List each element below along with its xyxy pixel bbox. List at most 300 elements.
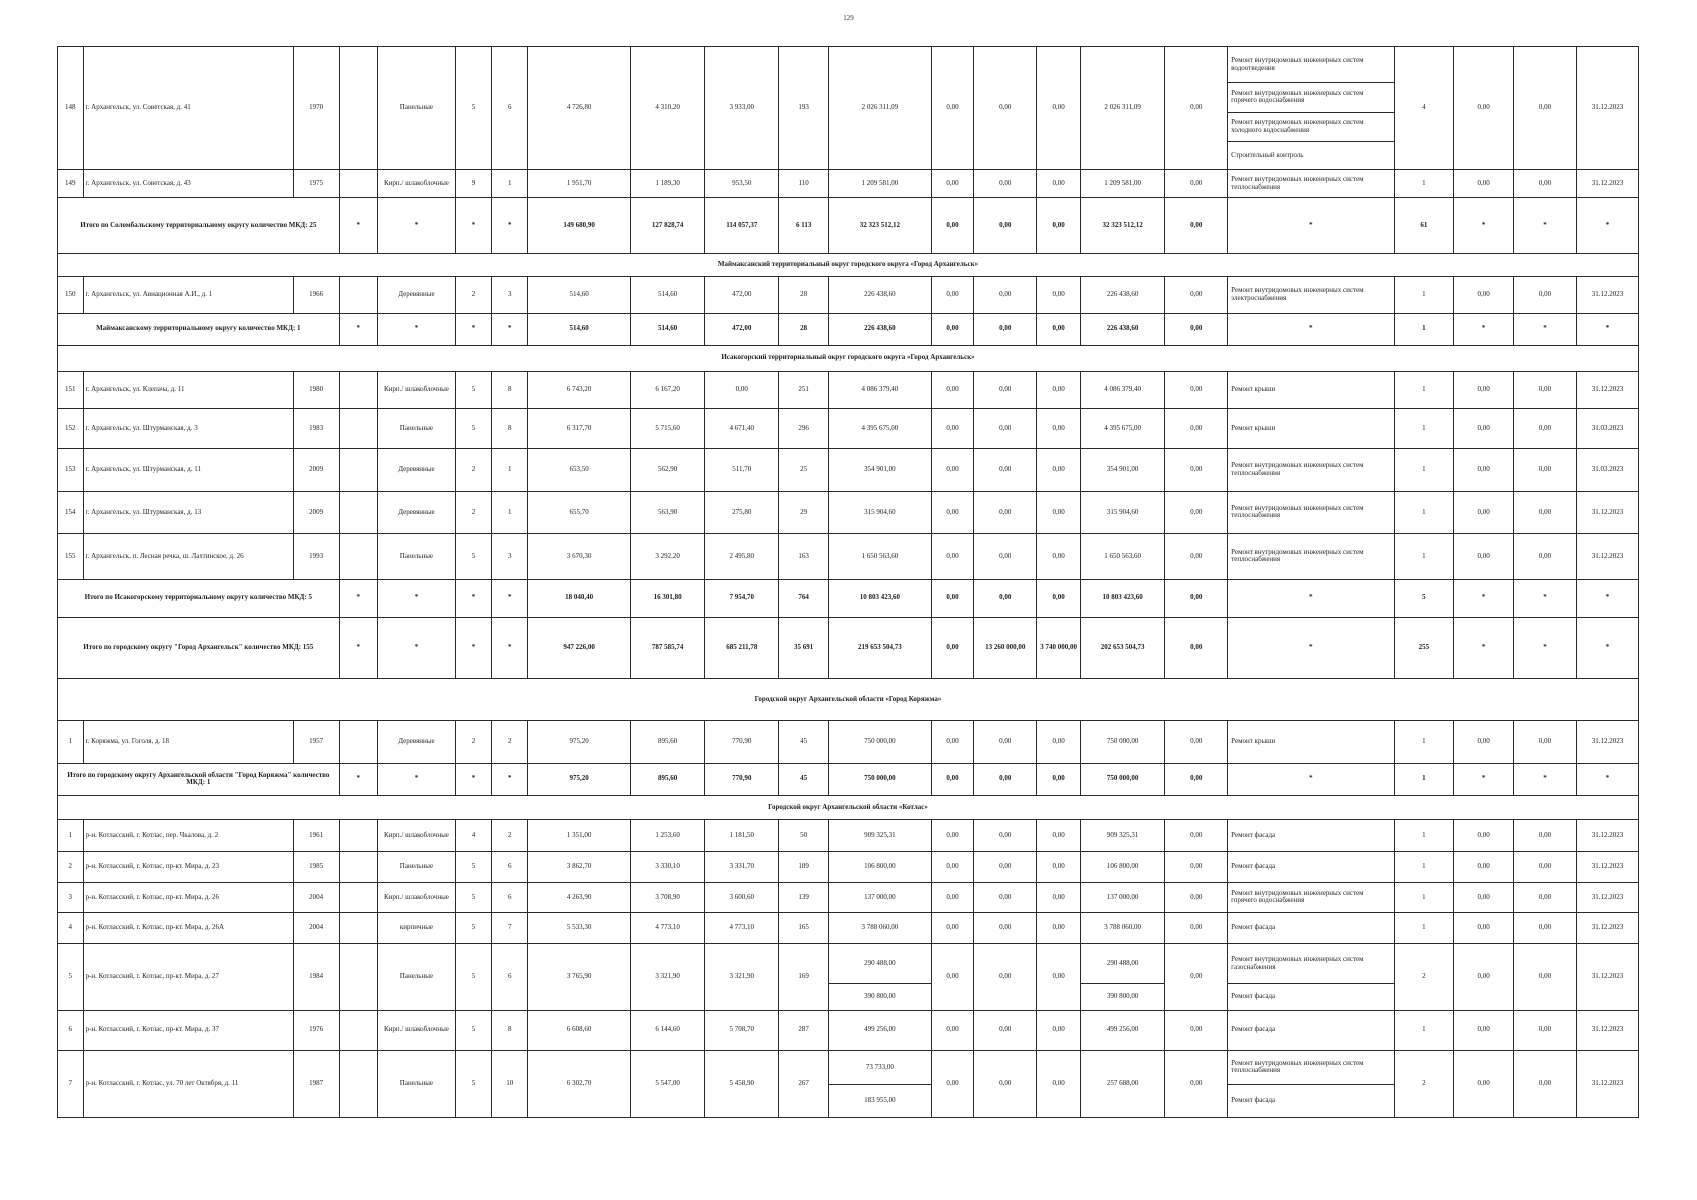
fund-other: 0,00 [1165,276,1228,313]
address: г. Архангельск, ул. Советская, д. 43 [83,169,293,198]
fund-owners: 315 904,60 [1080,491,1164,533]
fund-other: 0,00 [1165,617,1228,678]
empty-cell [339,820,377,852]
premises-area: 514,60 [630,276,705,313]
year-built: 1985 [293,851,339,882]
year-built: 1980 [293,372,339,409]
floors: 4 [455,820,491,852]
wall-material: Панельные [378,1051,456,1118]
residential-area: 511,70 [705,449,779,491]
work-type: Ремонт фасада [1228,820,1394,852]
work-type: Ремонт фасада [1228,984,1394,1010]
total-area: 149 680,90 [528,198,630,253]
floors: 5 [455,534,491,580]
work-count: 1 [1394,372,1454,409]
premises-area: 127 828,74 [630,198,705,253]
section-title: Маймаксанский территориальный округ городского округа «Город Архангельск» [58,253,1639,276]
star: * [1228,198,1394,253]
star: * [492,198,528,253]
fund-local: 0,00 [1037,764,1081,796]
floors: 9 [455,169,491,198]
work-count: 1 [1394,313,1454,345]
premises-area: 895,60 [630,764,705,796]
repair-cost: 73 733,00 [829,1051,931,1085]
unit-cost-max: 0,00 [1514,169,1577,198]
empty-cell [339,491,377,533]
section-header [58,345,1639,371]
total-area: 514,60 [528,276,630,313]
fund-federal: 0,00 [931,169,974,198]
premises-area: 514,60 [630,313,705,345]
fund-regional: 0,00 [974,579,1037,617]
fund-other: 0,00 [1165,579,1228,617]
fund-regional: 0,00 [974,820,1037,852]
residents: 28 [779,276,829,313]
address: р-н. Котласский, г. Котлас, пр-кт. Мира, д. 26А [83,913,293,944]
fund-local: 0,00 [1037,720,1081,763]
address: р-н. Котласский, г. Котлас, пр-кт. Мира, д. 26 [83,882,293,913]
subtotal-label: Итого по городскому округу "Город Архангельск" количество МКД: 155 [58,617,340,678]
unit-cost: 0,00 [1454,409,1514,449]
premises-area: 16 301,80 [630,579,705,617]
star: * [492,617,528,678]
unit-cost-max: 0,00 [1514,913,1577,944]
table-row [58,169,1639,198]
fund-other: 0,00 [1165,198,1228,253]
table-row [58,491,1639,533]
fund-other: 0,00 [1165,851,1228,882]
fund-federal: 0,00 [931,764,974,796]
fund-federal: 0,00 [931,449,974,491]
star: * [378,617,456,678]
wall-material: Кирп./ шлакоблочные [378,1010,456,1050]
completion-date: 31.12.2023 [1576,276,1638,313]
floors: 5 [455,913,491,944]
floors: 2 [455,276,491,313]
subtotal-row [58,579,1639,617]
completion-date: 31.12.2023 [1576,1010,1638,1050]
work-type: Ремонт внутридомовых инженерных систем горячего водоснабжения [1228,882,1394,913]
fund-owners: 750 000,00 [1080,720,1164,763]
star: * [492,764,528,796]
star: * [1514,617,1577,678]
entrances: 1 [492,449,528,491]
empty-cell [339,276,377,313]
floors: 5 [455,372,491,409]
total-area: 655,70 [528,491,630,533]
fund-local: 0,00 [1037,579,1081,617]
star: * [455,764,491,796]
repair-cost: 290 488,00 [829,944,931,984]
unit-cost-max: 0,00 [1514,47,1577,170]
work-type: Ремонт крыши [1228,720,1394,763]
fund-owners: 390 800,00 [1080,984,1164,1010]
premises-area: 6 167,20 [630,372,705,409]
empty-cell [339,1010,377,1050]
work-type: Ремонт фасада [1228,913,1394,944]
residents: 287 [779,1010,829,1050]
unit-cost-max: 0,00 [1514,534,1577,580]
address: г. Архангельск, ул. Штурманская, д. 13 [83,491,293,533]
year-built: 1961 [293,820,339,852]
subtotal-row [58,313,1639,345]
work-count: 2 [1394,944,1454,1011]
work-type: Ремонт фасада [1228,1084,1394,1117]
empty-cell [339,47,377,170]
floors: 5 [455,882,491,913]
residents: 28 [779,313,829,345]
table-row [58,409,1639,449]
floors: 2 [455,720,491,763]
work-count: 4 [1394,47,1454,170]
fund-local: 3 740 000,00 [1037,617,1081,678]
fund-federal: 0,00 [931,313,974,345]
table-row [58,1051,1639,1085]
fund-local: 0,00 [1037,409,1081,449]
fund-regional: 0,00 [974,47,1037,170]
row-number: 154 [58,491,84,533]
residential-area: 770,90 [705,764,779,796]
entrances: 3 [492,534,528,580]
entrances: 7 [492,913,528,944]
premises-area: 4 773,10 [630,913,705,944]
total-area: 6 608,60 [528,1010,630,1050]
address: р-н. Котласский, г. Котлас, пр-кт. Мира, д. 37 [83,1010,293,1050]
address: г. Коряжма, ул. Гоголя, д. 18 [83,720,293,763]
empty-cell [339,882,377,913]
star: * [378,764,456,796]
fund-federal: 0,00 [931,820,974,852]
wall-material: Деревянные [378,491,456,533]
address: г. Архангельск, ул. Штурманская, д. 11 [83,449,293,491]
unit-cost: 0,00 [1454,720,1514,763]
residential-area: 5 458,90 [705,1051,779,1118]
completion-date: 31.12.2023 [1576,944,1638,1011]
row-number: 148 [58,47,84,170]
fund-regional: 0,00 [974,198,1037,253]
year-built: 2009 [293,491,339,533]
work-count: 1 [1394,276,1454,313]
empty-cell [339,1051,377,1118]
fund-owners: 137 000,00 [1080,882,1164,913]
table-row [58,534,1639,580]
fund-other: 0,00 [1165,1051,1228,1118]
unit-cost: 0,00 [1454,882,1514,913]
table-row [58,851,1639,882]
star: * [1514,579,1577,617]
row-number: 153 [58,449,84,491]
section-title: Городской округ Архангельской области «Котлас» [58,795,1639,819]
fund-regional: 0,00 [974,1010,1037,1050]
repair-cost: 4 086 379,40 [829,372,931,409]
fund-local: 0,00 [1037,449,1081,491]
completion-date: 31.12.2023 [1576,372,1638,409]
total-area: 5 533,30 [528,913,630,944]
fund-local: 0,00 [1037,913,1081,944]
star: * [1576,198,1638,253]
total-area: 975,20 [528,720,630,763]
fund-federal: 0,00 [931,944,974,1011]
residential-area: 3 331,70 [705,851,779,882]
work-type: Строительный контроль [1228,142,1394,170]
premises-area: 1 253,60 [630,820,705,852]
fund-local: 0,00 [1037,313,1081,345]
fund-regional: 0,00 [974,851,1037,882]
unit-cost: 0,00 [1454,372,1514,409]
fund-other: 0,00 [1165,491,1228,533]
fund-regional: 0,00 [974,944,1037,1011]
total-area: 3 670,30 [528,534,630,580]
unit-cost-max: 0,00 [1514,1010,1577,1050]
fund-other: 0,00 [1165,409,1228,449]
subtotal-label: Маймаксанскому территориальному округу количество МКД: 1 [58,313,340,345]
entrances: 8 [492,409,528,449]
residential-area: 4 773,10 [705,913,779,944]
work-count: 1 [1394,491,1454,533]
residential-area: 5 708,70 [705,1010,779,1050]
address: р-н. Котласский, г. Котлас, пр-кт. Мира, д. 23 [83,851,293,882]
fund-owners: 32 323 512,12 [1080,198,1164,253]
empty-cell [339,851,377,882]
fund-regional: 0,00 [974,764,1037,796]
star: * [492,313,528,345]
repair-cost: 226 438,60 [829,313,931,345]
empty-cell [339,534,377,580]
wall-material: Панельные [378,409,456,449]
unit-cost-max: 0,00 [1514,449,1577,491]
section-header [58,795,1639,819]
work-count: 61 [1394,198,1454,253]
empty-cell [339,409,377,449]
residential-area: 7 954,70 [705,579,779,617]
work-type: Ремонт внутридомовых инженерных систем теплоснабжения [1228,169,1394,198]
total-area: 3 862,70 [528,851,630,882]
table-row [58,820,1639,852]
fund-regional: 0,00 [974,449,1037,491]
row-number: 2 [58,851,84,882]
fund-owners: 2 026 311,09 [1080,47,1164,170]
star: * [455,579,491,617]
fund-federal: 0,00 [931,720,974,763]
residents: 29 [779,491,829,533]
residents: 110 [779,169,829,198]
floors: 2 [455,449,491,491]
subtotal-row [58,198,1639,253]
row-number: 6 [58,1010,84,1050]
year-built: 1975 [293,169,339,198]
work-type: Ремонт внутридомовых инженерных систем газоснабжения [1228,944,1394,984]
fund-other: 0,00 [1165,764,1228,796]
premises-area: 4 310,20 [630,47,705,170]
fund-owners: 202 653 504,73 [1080,617,1164,678]
entrances: 8 [492,372,528,409]
year-built: 1984 [293,944,339,1011]
unit-cost: 0,00 [1454,534,1514,580]
premises-area: 895,60 [630,720,705,763]
fund-local: 0,00 [1037,169,1081,198]
work-count: 1 [1394,913,1454,944]
wall-material: Панельные [378,944,456,1011]
row-number: 152 [58,409,84,449]
section-header [58,253,1639,276]
star: * [1514,198,1577,253]
work-count: 5 [1394,579,1454,617]
repair-cost: 219 653 504,73 [829,617,931,678]
wall-material: Кирп./ шлакоблочные [378,882,456,913]
residents: 139 [779,882,829,913]
fund-owners: 10 803 423,60 [1080,579,1164,617]
fund-other: 0,00 [1165,913,1228,944]
entrances: 2 [492,720,528,763]
fund-regional: 0,00 [974,169,1037,198]
repair-cost: 1 209 581,00 [829,169,931,198]
total-area: 6 743,20 [528,372,630,409]
star: * [339,617,377,678]
residential-area: 4 671,40 [705,409,779,449]
fund-federal: 0,00 [931,617,974,678]
wall-material: Деревянные [378,276,456,313]
fund-owners: 1 209 581,00 [1080,169,1164,198]
work-count: 1 [1394,409,1454,449]
fund-federal: 0,00 [931,882,974,913]
fund-regional: 0,00 [974,491,1037,533]
fund-regional: 0,00 [974,882,1037,913]
address: р-н. Котласский, г. Котлас, пр-кт. Мира, д. 27 [83,944,293,1011]
table-row [58,449,1639,491]
repair-register-table [57,46,1639,1118]
floors: 5 [455,1051,491,1118]
year-built: 1976 [293,1010,339,1050]
year-built: 1957 [293,720,339,763]
star: * [339,313,377,345]
fund-owners: 1 650 563,60 [1080,534,1164,580]
year-built: 1966 [293,276,339,313]
residential-area: 685 211,78 [705,617,779,678]
star: * [1454,198,1514,253]
premises-area: 787 585,74 [630,617,705,678]
row-number: 151 [58,372,84,409]
premises-area: 5 547,00 [630,1051,705,1118]
residents: 251 [779,372,829,409]
total-area: 6 317,70 [528,409,630,449]
work-count: 1 [1394,851,1454,882]
star: * [1576,617,1638,678]
residential-area: 275,80 [705,491,779,533]
total-area: 4 726,80 [528,47,630,170]
fund-owners: 499 256,00 [1080,1010,1164,1050]
fund-owners: 4 086 379,40 [1080,372,1164,409]
fund-owners: 750 000,00 [1080,764,1164,796]
subtotal-row [58,764,1639,796]
table-row [58,913,1639,944]
fund-other: 0,00 [1165,1010,1228,1050]
work-count: 255 [1394,617,1454,678]
empty-cell [339,449,377,491]
floors: 2 [455,491,491,533]
section-header [58,679,1639,720]
completion-date: 31.12.2023 [1576,534,1638,580]
fund-regional: 0,00 [974,913,1037,944]
fund-regional: 0,00 [974,276,1037,313]
fund-other: 0,00 [1165,169,1228,198]
subtotal-label: Итого по Соломбальскому территориальному округу количество МКД: 25 [58,198,340,253]
empty-cell [339,720,377,763]
residents: 193 [779,47,829,170]
unit-cost: 0,00 [1454,851,1514,882]
repair-cost: 3 788 060,00 [829,913,931,944]
star: * [455,198,491,253]
year-built: 1983 [293,409,339,449]
fund-regional: 0,00 [974,534,1037,580]
table-row [58,276,1639,313]
star: * [1228,313,1394,345]
unit-cost-max: 0,00 [1514,409,1577,449]
fund-other: 0,00 [1165,882,1228,913]
total-area: 18 040,40 [528,579,630,617]
fund-other: 0,00 [1165,720,1228,763]
unit-cost: 0,00 [1454,449,1514,491]
residential-area: 3 600,60 [705,882,779,913]
unit-cost-max: 0,00 [1514,882,1577,913]
entrances: 6 [492,851,528,882]
premises-area: 3 708,90 [630,882,705,913]
total-area: 4 263,90 [528,882,630,913]
repair-cost: 137 000,00 [829,882,931,913]
star: * [1576,764,1638,796]
star: * [1514,764,1577,796]
residents: 45 [779,720,829,763]
year-built: 2004 [293,913,339,944]
empty-cell [339,372,377,409]
unit-cost: 0,00 [1454,944,1514,1011]
total-area: 514,60 [528,313,630,345]
fund-federal: 0,00 [931,1051,974,1118]
repair-cost: 1 650 563,60 [829,534,931,580]
completion-date: 31.12.2023 [1576,47,1638,170]
work-type: Ремонт внутридомовых инженерных систем теплоснабжения [1228,449,1394,491]
row-number: 5 [58,944,84,1011]
star: * [492,579,528,617]
total-area: 653,50 [528,449,630,491]
unit-cost: 0,00 [1454,276,1514,313]
work-type: Ремонт крыши [1228,409,1394,449]
residential-area: 0,00 [705,372,779,409]
row-number: 150 [58,276,84,313]
work-type: Ремонт внутридомовых инженерных систем теплоснабжения [1228,534,1394,580]
fund-local: 0,00 [1037,276,1081,313]
unit-cost: 0,00 [1454,491,1514,533]
entrances: 6 [492,944,528,1011]
residents: 35 691 [779,617,829,678]
entrances: 1 [492,169,528,198]
residents: 25 [779,449,829,491]
star: * [378,579,456,617]
fund-local: 0,00 [1037,851,1081,882]
table-row [58,882,1639,913]
unit-cost-max: 0,00 [1514,720,1577,763]
fund-other: 0,00 [1165,372,1228,409]
entrances: 2 [492,820,528,852]
year-built: 1970 [293,47,339,170]
address: г. Архангельск, ул. Клепача, д. 11 [83,372,293,409]
residents: 6 113 [779,198,829,253]
entrances: 10 [492,1051,528,1118]
section-title: Исакогорский территориальный округ городского округа «Город Архангельск» [58,345,1639,371]
repair-cost: 183 955,00 [829,1084,931,1117]
address: г. Архангельск, п. Лесная речка, ш. Лахтинское, д. 26 [83,534,293,580]
residents: 189 [779,851,829,882]
fund-owners: 4 395 675,00 [1080,409,1164,449]
